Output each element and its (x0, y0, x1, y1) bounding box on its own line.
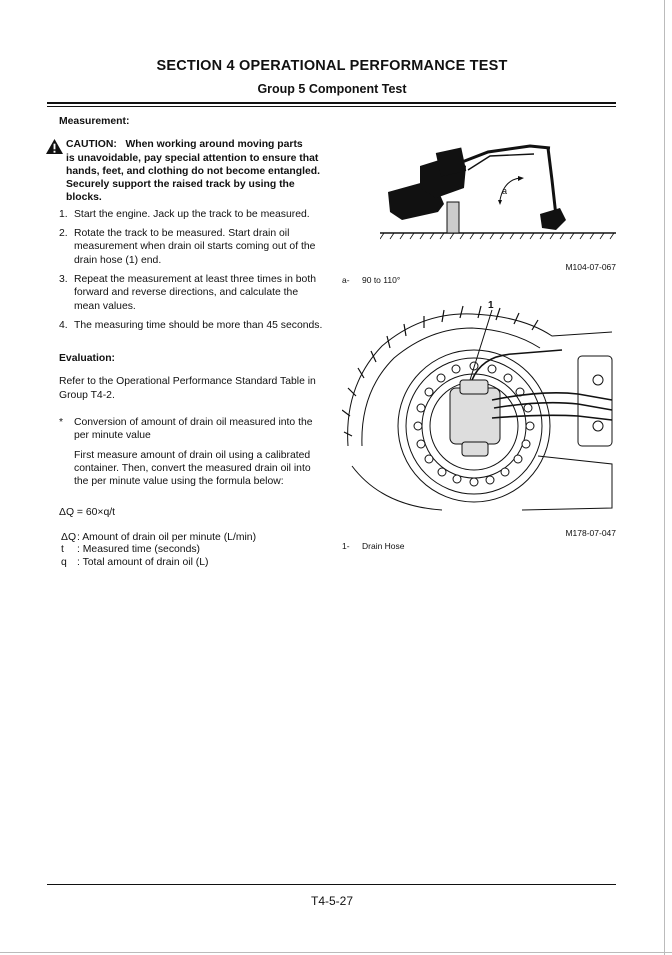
caution-label: CAUTION: (66, 139, 117, 151)
legend-symbol: ΔQ (61, 531, 77, 543)
measurement-heading: Measurement: (59, 116, 130, 127)
figure1-caption (342, 275, 400, 285)
figure2-code: M178-07-047 (565, 528, 616, 538)
step-number: 1. (59, 208, 68, 220)
caution-block (59, 138, 324, 204)
evaluation-text: Refer to the Operational Performance Standard Table in Group T4-2. (59, 376, 316, 401)
conversion-note (59, 416, 324, 488)
legend-symbol: t (61, 544, 64, 556)
page-edge-right (664, 0, 665, 955)
legend-row (59, 544, 324, 557)
step-item (59, 227, 324, 267)
warning-triangle-icon (45, 138, 64, 155)
legend-row (59, 557, 324, 570)
footer-rule (47, 884, 616, 885)
formula-legend (59, 532, 324, 570)
caption-letter: a- (342, 275, 350, 285)
legend-row (59, 532, 324, 545)
drain-oil-formula: ΔQ = 60×q/t (59, 506, 116, 518)
step-text: The measuring time should be more than 45 seconds. (74, 319, 323, 331)
travel-motor-drain-hose-figure (342, 296, 616, 514)
step-text: Repeat the measurement at least three times in both forward and reverse directions, and calculate the mean values. (74, 273, 317, 312)
caution-text-first: When working around moving parts (125, 139, 303, 151)
figure2-caption (342, 541, 405, 551)
step-text: Rotate the track to be measured. Start drain oil measurement when drain oil starts coming out of the drain hose (1) end. (74, 228, 316, 266)
note-body: First measure amount of drain oil using a calibrated container. Then, convert the measured drain oil into the per minute value using the formula below: (74, 449, 311, 488)
legend-description: : Total amount of drain oil (L) (77, 556, 209, 568)
drain-hose-callout: 1 (488, 300, 494, 311)
note-marker: * (59, 417, 64, 429)
step-item (59, 319, 324, 332)
page-number: T4-5-27 (310, 894, 354, 908)
caution-text-rest: is unavoidable, pay special attention to ensure that hands, feet, and clothing do not become entangled. Securely support the raised track by using the blocks. (66, 152, 321, 204)
step-item (59, 273, 324, 313)
header-rule-thin (47, 106, 616, 107)
caption-text: 90 to 110° (362, 275, 401, 285)
section-title: SECTION 4 OPERATIONAL PERFORMANCE TEST (156, 58, 508, 74)
legend-description: : Amount of drain oil per minute (L/min) (77, 531, 257, 543)
legend-description: : Measured time (seconds) (77, 544, 201, 556)
step-text: Start the engine. Jack up the track to be measured. (74, 208, 310, 220)
caption-letter: 1- (342, 541, 350, 551)
legend-symbol: q (61, 556, 67, 568)
step-number: 3. (59, 273, 68, 285)
angle-label: a (502, 186, 508, 196)
step-number: 4. (59, 319, 68, 331)
page-edge-bottom (0, 952, 672, 953)
evaluation-heading: Evaluation: (59, 353, 116, 365)
left-column (59, 115, 324, 569)
note-title: Conversion of amount of drain oil measured into the per minute value (74, 417, 313, 442)
group-subtitle: Group 5 Component Test (257, 82, 407, 96)
step-number: 2. (59, 228, 68, 240)
excavator-jack-up-figure (380, 130, 616, 242)
caption-text: Drain Hose (362, 541, 405, 551)
step-item (59, 208, 324, 221)
figure1-code: M104-07-067 (565, 262, 616, 272)
measurement-steps (59, 208, 324, 332)
header-rule-thick (47, 102, 616, 104)
